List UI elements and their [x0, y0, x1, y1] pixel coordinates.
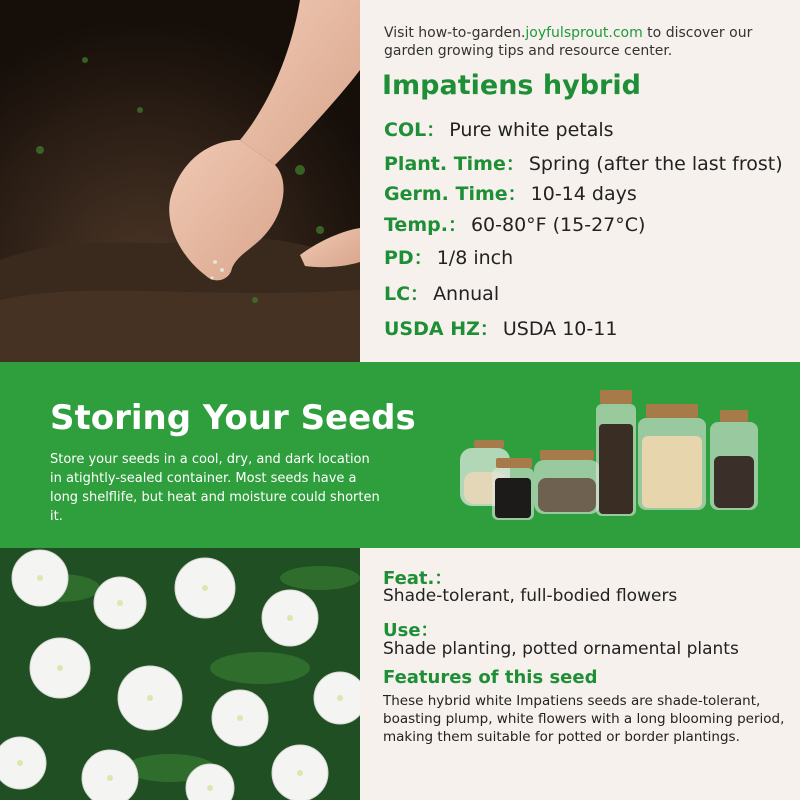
spec-color — [384, 115, 614, 142]
visit-suffix: to discover our garden growing tips and resource center. — [384, 25, 753, 59]
visit-prefix: Visit how-to-garden. — [384, 25, 526, 41]
spec-germination-time-value: 10-14 days — [530, 183, 637, 205]
spec-color-value: Pure white petals — [449, 119, 614, 141]
spec-life-cycle-key: LC： — [384, 283, 430, 305]
spec-planting-time-key: Plant. Time： — [384, 153, 525, 175]
spec-planting-depth-key: PD： — [384, 247, 433, 269]
spec-temperature-value: 60-80°F (15-27°C) — [470, 214, 646, 236]
soil-hand-photo — [0, 0, 360, 362]
white-impatiens-photo — [0, 548, 360, 800]
seed-features-heading: Features of this seed — [383, 667, 598, 688]
seed-jars-illustration — [454, 380, 764, 540]
spec-color-key: COL： — [384, 119, 446, 141]
spec-planting-time-value: Spring (after the last frost) — [528, 153, 783, 175]
jar-fine-seeds — [534, 450, 600, 514]
website-link[interactable]: joyfulsprout.com — [525, 25, 643, 41]
use-value: Shade planting, potted ornamental plants — [383, 639, 739, 659]
white-flowers-illustration — [0, 548, 360, 800]
features-panel — [360, 548, 800, 800]
plant-info-panel — [360, 0, 800, 362]
banner-title: Storing Your Seeds — [50, 398, 416, 438]
website-notice — [384, 24, 784, 60]
spec-temperature-key: Temp.： — [384, 214, 467, 236]
jar-pumpkin-seeds — [638, 404, 706, 510]
spec-germination-time — [384, 179, 637, 206]
jar-mixed-seeds — [710, 410, 758, 510]
jar-tall-dark — [596, 390, 636, 516]
feature-label: Feat.： — [383, 568, 453, 589]
spec-germination-time-key: Germ. Time： — [384, 183, 527, 205]
soil-hand-illustration — [0, 0, 360, 362]
spec-life-cycle-value: Annual — [433, 283, 500, 305]
use-label: Use： — [383, 620, 439, 641]
spec-planting-depth-value: 1/8 inch — [436, 247, 514, 269]
storage-banner — [0, 362, 800, 548]
seed-features-text: These hybrid white Impatiens seeds are shade-tolerant, boasting plump, white flowers with a long blooming period, making them suitable for potted or border plantings. — [383, 693, 785, 745]
spec-life-cycle — [384, 279, 499, 306]
top-section — [0, 0, 800, 362]
product-title: Impatiens hybrid — [382, 70, 641, 101]
spec-usda-zone-key: USDA HZ： — [384, 318, 499, 340]
spec-planting-time — [384, 149, 783, 176]
banner-text: Store your seeds in a cool, dry, and dark location in atightly-sealed container. Most seeds have a long shelflife, but heat and moisture could shorten it. — [50, 452, 380, 524]
spec-planting-depth — [384, 243, 513, 270]
spec-temperature — [384, 210, 645, 237]
jar-black-seeds — [492, 458, 534, 520]
spec-usda-zone — [384, 314, 617, 341]
feature-value: Shade-tolerant, full-bodied flowers — [383, 586, 678, 606]
spec-usda-zone-value: USDA 10-11 — [502, 318, 618, 340]
